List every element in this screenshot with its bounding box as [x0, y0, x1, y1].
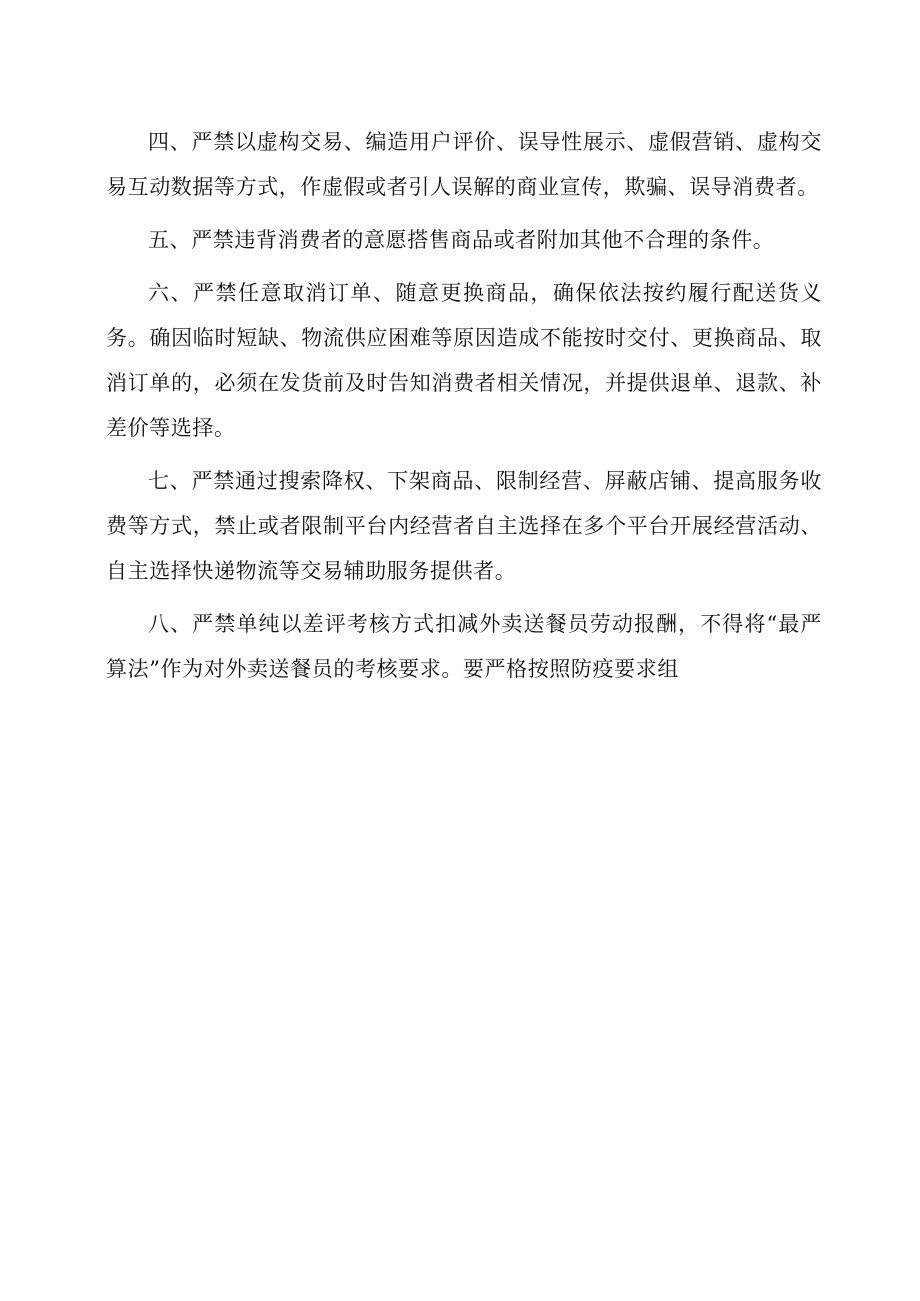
paragraph-item-7: 七、严禁通过搜索降权、下架商品、限制经营、屏蔽店铺、提高服务收费等方式，禁止或者限制平台内经营者自主选择在多个平台开展经营活动、自主选择快递物流等交易辅助服务提供者。 — [106, 469, 822, 583]
document-body — [106, 120, 822, 700]
paragraph-item-8: 八、严禁单纯以差评考核方式扣减外卖送餐员劳动报酬，不得将“最严算法”作为对外卖送餐员的考核要求。要严格按照防疫要求组 — [106, 612, 822, 681]
paragraph-item-4: 四、严禁以虚构交易、编造用户评价、误导性展示、虚假营销、虚构交易互动数据等方式，作虚假或者引人误解的商业宣传，欺骗、误导消费者。 — [106, 130, 822, 199]
paragraph-item-5: 五、严禁违背消费者的意愿搭售商品或者附加其他不合理的条件。 — [148, 228, 775, 252]
paragraph-item-6: 六、严禁任意取消订单、随意更换商品，确保依法按约履行配送货义务。确因临时短缺、物流供应困难等原因造成不能按时交付、更换商品、取消订单的，必须在发货前及时告知消费者相关情况，并提供退单、退款、补差价等选择。 — [106, 281, 822, 440]
